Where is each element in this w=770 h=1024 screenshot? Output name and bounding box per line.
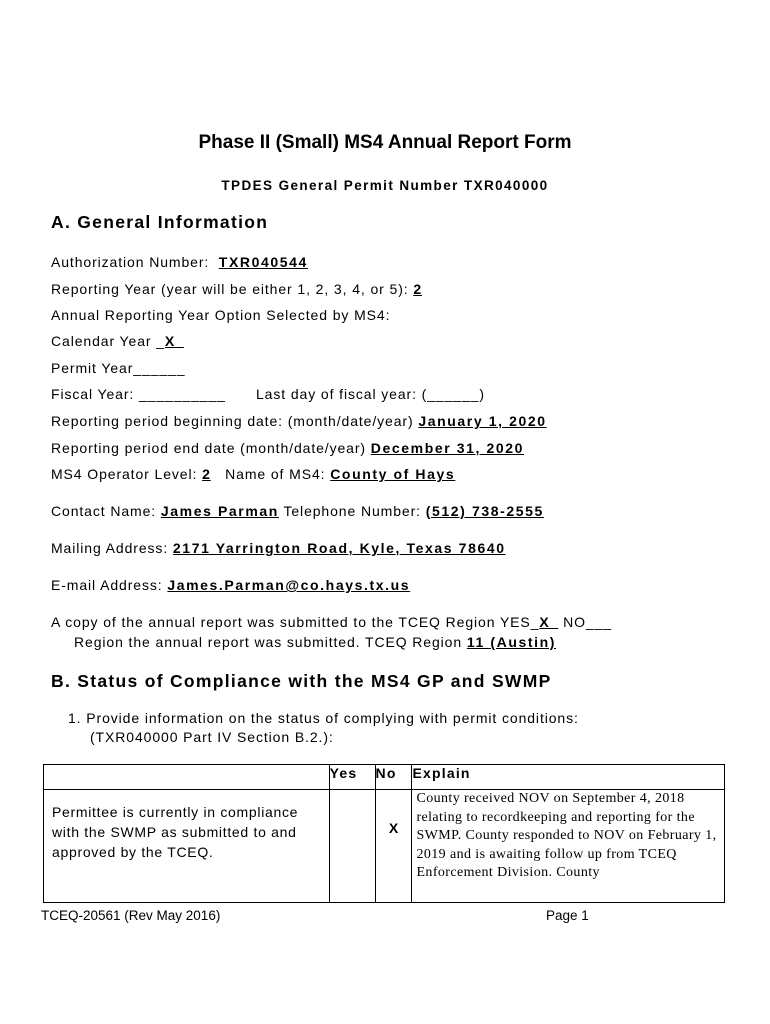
end-date-line [51,440,524,456]
copy-line [51,614,612,630]
operator-level-value: 2 [202,466,211,482]
compliance-table [43,764,725,903]
authorization-value: TXR040544 [218,254,308,270]
option-label: Annual Reporting Year Option Selected by MS4: [51,307,391,323]
calendar-year-label: Calendar Year _ [51,333,165,349]
header-no: No [375,765,412,790]
copy-text: A copy of the annual report was submitted to the TCEQ Region YES_ [51,614,540,630]
ms4-name-value: County of Hays [330,466,456,482]
region-line [74,634,556,650]
table-row [44,790,725,903]
email-label: E-mail Address: [51,577,163,593]
form-id: TCEQ-20561 (Rev May 2016) [41,908,221,923]
email-value: James.Parman@co.hays.tx.us [167,577,411,593]
begin-date-line [51,413,547,429]
reporting-year-line [51,281,422,297]
header-blank-cell [44,765,330,790]
page-number: Page 1 [546,908,589,923]
copy-no: NO___ [563,614,612,630]
reporting-year-value: 2 [413,281,423,297]
begin-date-label: Reporting period beginning date: (month/date/year) [51,413,414,429]
phone-label: Telephone Number: [283,503,421,519]
authorization-label: Authorization Number: [51,254,210,270]
region-label: Region the annual report was submitted. TCEQ Region [74,634,463,650]
email-line [51,577,410,593]
calendar-year-line [51,333,184,349]
item1-line2: (TXR040000 Part IV Section B.2.): [90,729,334,745]
fiscal-last-day-line: Last day of fiscal year: (______) [256,386,485,402]
row-no-cell: X [375,790,412,903]
mailing-line [51,540,506,556]
item1-line1: 1. Provide information on the status of complying with permit conditions: [68,710,579,726]
section-a-heading: A. General Information [51,212,269,232]
copy-yes-value: X_ [539,614,559,630]
operator-level-label: MS4 Operator Level: [51,466,198,482]
header-explain: Explain [412,765,725,790]
fiscal-year-line: Fiscal Year: __________ [51,386,226,402]
calendar-year-value: X_ [164,333,184,349]
begin-date-value: January 1, 2020 [418,413,547,429]
end-date-value: December 31, 2020 [370,440,525,456]
section-b-heading: B. Status of Compliance with the MS4 GP and SWMP [51,671,552,691]
header-yes: Yes [329,765,375,790]
operator-line [51,466,455,482]
table-header-row [44,765,725,790]
mailing-value: 2171 Yarrington Road, Kyle, Texas 78640 [172,540,506,556]
authorization-line [51,254,308,270]
reporting-year-label: Reporting Year (year will be either 1, 2, 3, 4, or 5): [51,281,409,297]
contact-line [51,503,544,519]
contact-label: Contact Name: [51,503,157,519]
phone-value: (512) 738-2555 [425,503,544,519]
page-title: Phase II (Small) MS4 Annual Report Form [198,132,572,153]
mailing-label: Mailing Address: [51,540,169,556]
ms4-name-label: Name of MS4: [225,466,326,482]
end-date-label: Reporting period end date (month/date/year) [51,440,366,456]
contact-value: James Parman [160,503,279,519]
row-description: Permittee is currently in compliance with the SWMP as submitted to and approved by the TCEQ. [44,790,330,903]
permit-subtitle: TPDES General Permit Number TXR040000 [221,178,549,193]
permit-year-line: Permit Year______ [51,360,186,376]
region-value: 11 (Austin) [466,634,557,650]
row-explain: County received NOV on September 4, 2018 relating to recordkeeping and reporting for the SWMP. County responded to NOV on February 1, 2019 and is awaiting follow up from TCEQ Enforcement Division. County [412,790,725,903]
row-yes-cell [329,790,375,903]
